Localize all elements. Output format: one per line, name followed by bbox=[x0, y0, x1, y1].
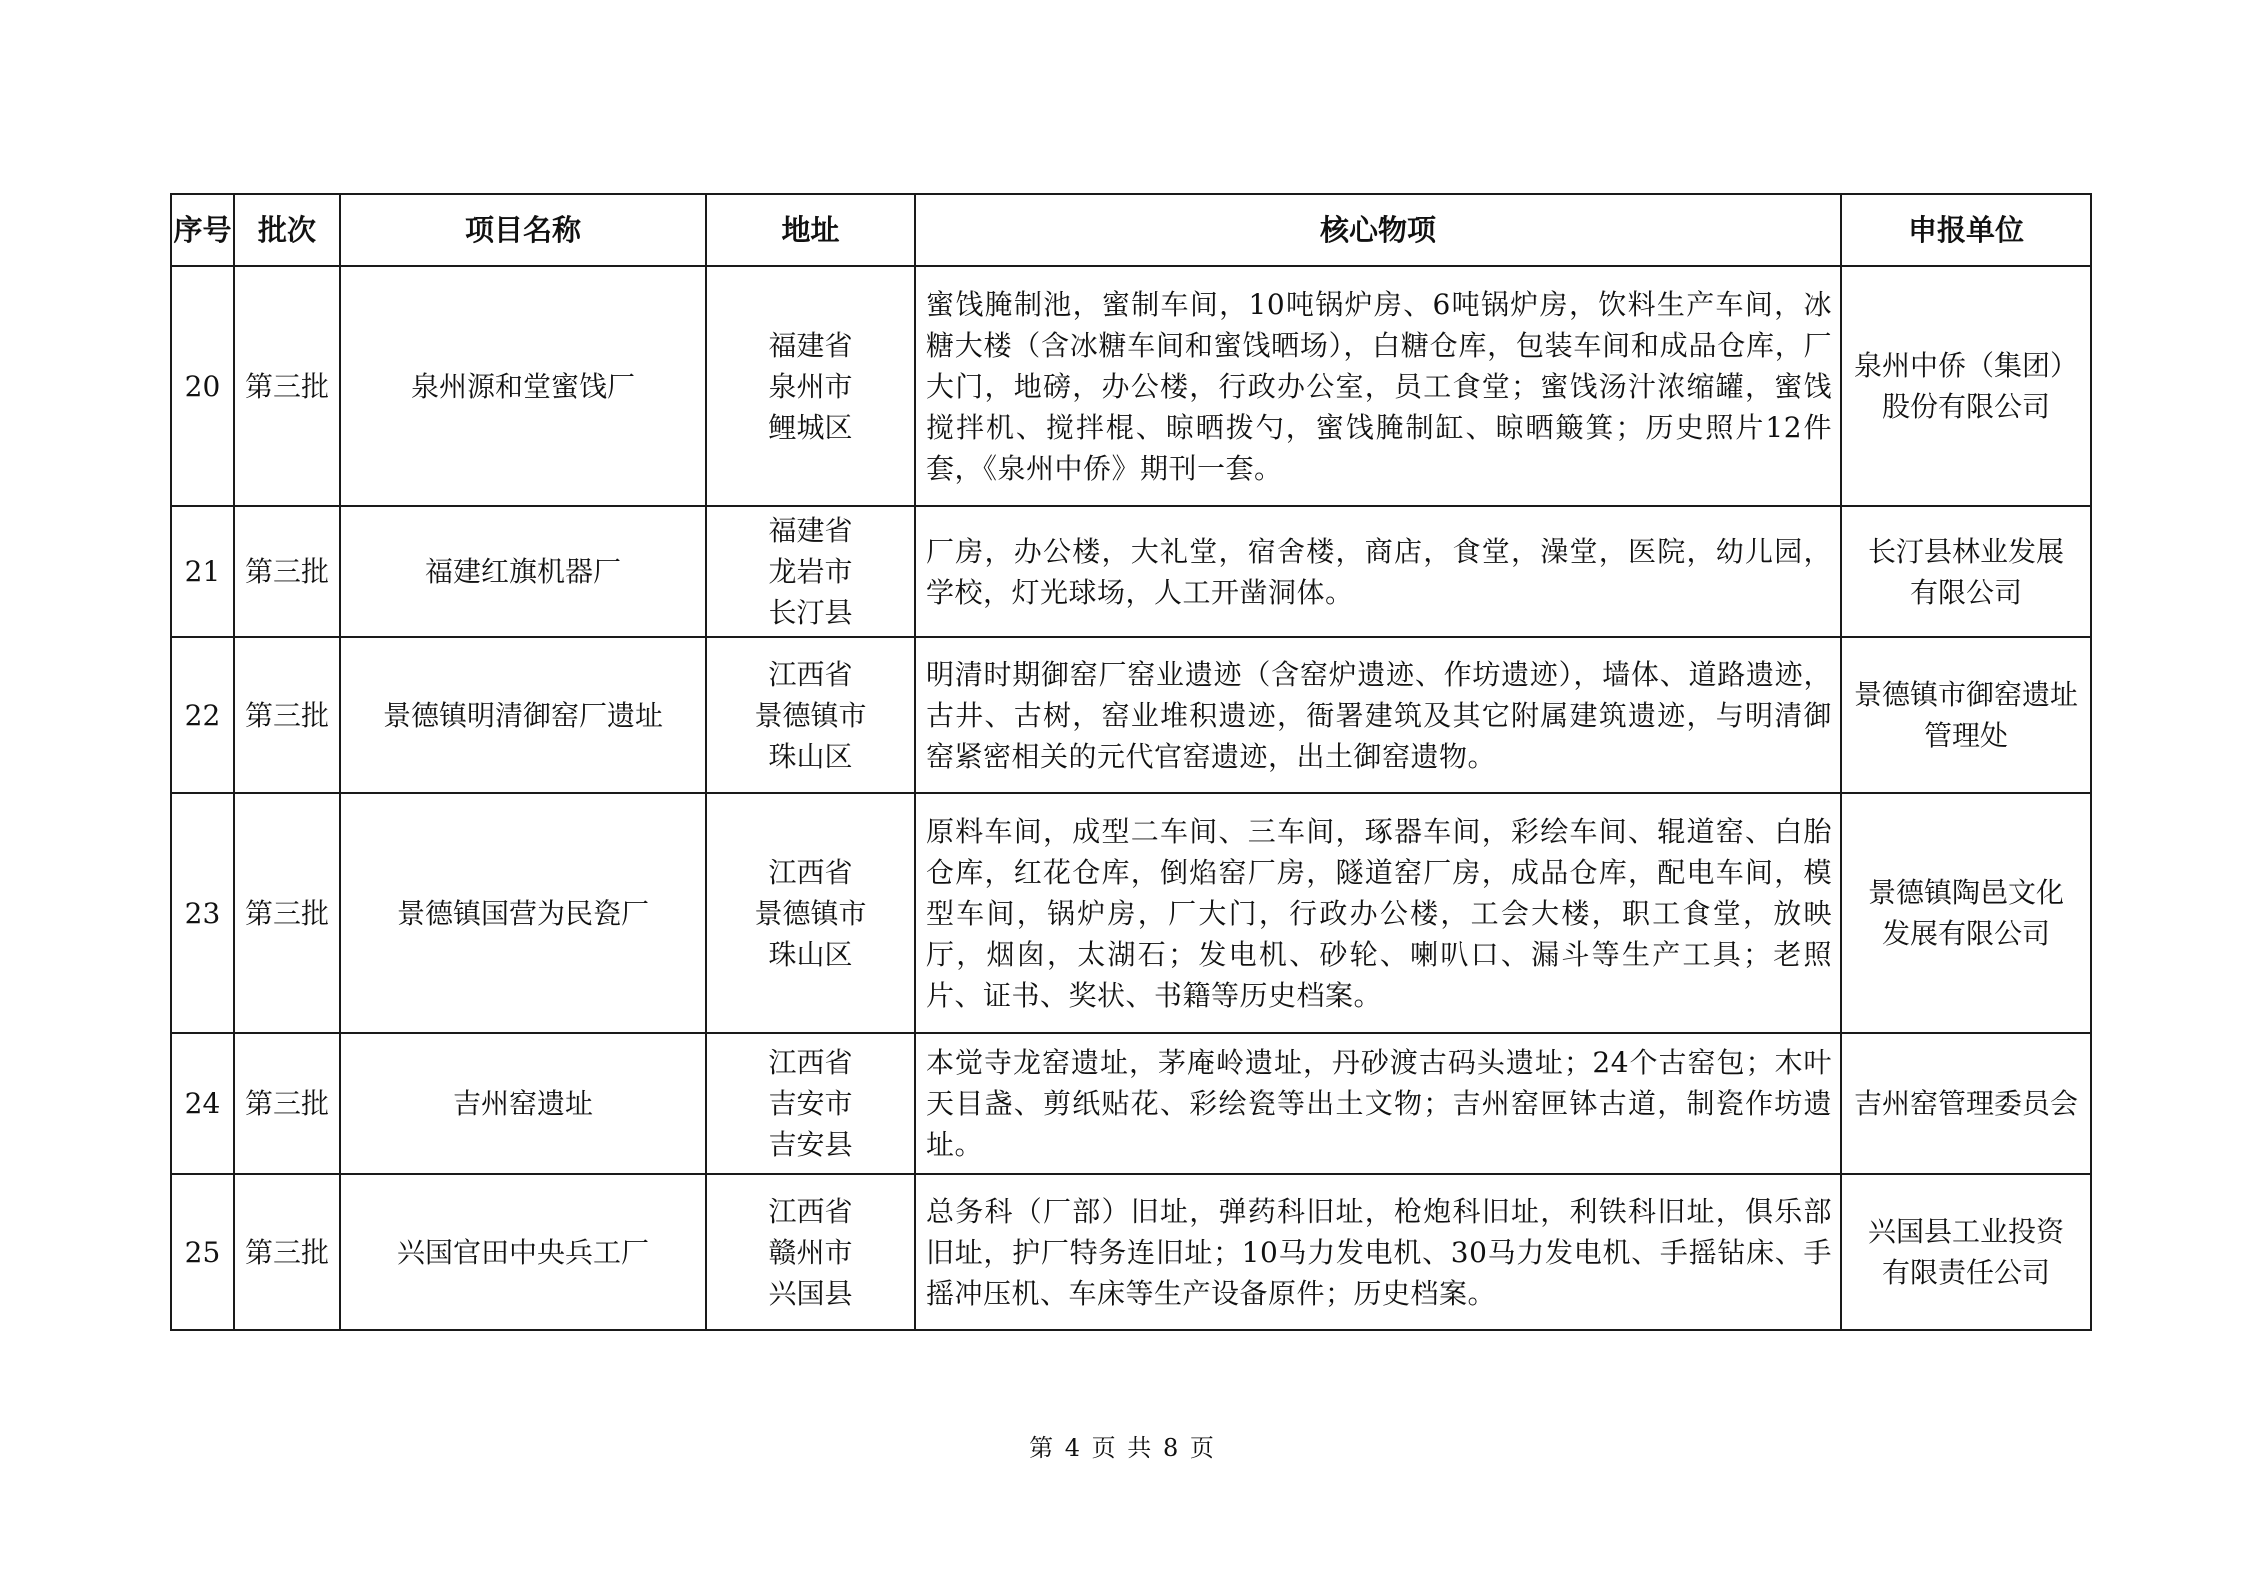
cell-unit bbox=[1841, 793, 2091, 1033]
unit-line: 有限公司 bbox=[1909, 575, 2022, 609]
cell-batch: 第三批 bbox=[234, 266, 340, 506]
address-province: 江西省 bbox=[768, 855, 853, 889]
unit-line: 景德镇陶邑文化 bbox=[1867, 876, 2064, 909]
cell-unit bbox=[1841, 1033, 2091, 1174]
address-city: 景德镇市 bbox=[754, 698, 867, 732]
address-city: 吉安市 bbox=[768, 1087, 853, 1120]
unit-line: 股份有限公司 bbox=[1881, 390, 2050, 423]
address-city: 赣州市 bbox=[768, 1235, 853, 1269]
cell-items: 原料车间，成型二车间、三车间，琢器车间，彩绘车间、辊道窑、白胎仓库，红花仓库，倒焰窑厂房，隧道窑厂房，成品仓库，配电车间，模型车间，锅炉房，厂大门，行政办公楼，工会大楼，职工食堂，放映厅，烟囱，太湖石；发电机、砂轮、喇叭口、漏斗等生产工具；老照片、证书、奖状、书籍等历史档案。 bbox=[915, 793, 1841, 1033]
address-province: 江西省 bbox=[768, 657, 853, 691]
cell-address bbox=[706, 1033, 915, 1174]
cell-name: 吉州窑遗址 bbox=[340, 1033, 706, 1174]
address-district: 长汀县 bbox=[768, 596, 853, 629]
table-row bbox=[171, 1174, 2091, 1330]
cell-seq: 24 bbox=[171, 1033, 234, 1174]
address-district: 吉安县 bbox=[768, 1128, 853, 1161]
cell-name: 景德镇明清御窑厂遗址 bbox=[340, 637, 706, 793]
unit-line: 管理处 bbox=[1923, 719, 2008, 752]
cell-seq: 20 bbox=[171, 266, 234, 506]
cell-seq: 23 bbox=[171, 793, 234, 1033]
cell-items: 厂房，办公楼，大礼堂，宿舍楼，商店，食堂，澡堂，医院，幼儿园，学校，灯光球场，人工开凿洞体。 bbox=[915, 506, 1841, 637]
cell-unit bbox=[1841, 637, 2091, 793]
cell-name: 福建红旗机器厂 bbox=[340, 506, 706, 637]
header-seq: 序号 bbox=[171, 194, 234, 266]
header-batch: 批次 bbox=[234, 194, 340, 266]
cell-seq: 22 bbox=[171, 637, 234, 793]
table-row bbox=[171, 1033, 2091, 1174]
address-city: 龙岩市 bbox=[768, 555, 853, 588]
cell-batch: 第三批 bbox=[234, 1174, 340, 1330]
cell-batch: 第三批 bbox=[234, 506, 340, 637]
table-row bbox=[171, 637, 2091, 793]
address-province: 福建省 bbox=[768, 328, 853, 362]
address-district: 兴国县 bbox=[768, 1276, 853, 1310]
unit-line: 有限责任公司 bbox=[1881, 1256, 2050, 1289]
cell-address bbox=[706, 637, 915, 793]
cell-address bbox=[706, 506, 915, 637]
project-table bbox=[170, 193, 2092, 1331]
cell-unit bbox=[1841, 266, 2091, 506]
unit-line: 泉州中侨（集团） bbox=[1853, 349, 2078, 382]
cell-address bbox=[706, 266, 915, 506]
cell-address bbox=[706, 1174, 915, 1330]
header-unit: 申报单位 bbox=[1841, 194, 2091, 266]
cell-items: 蜜饯腌制池，蜜制车间，10吨锅炉房、6吨锅炉房，饮料生产车间，冰糖大楼（含冰糖车间和蜜饯晒场），白糖仓库，包装车间和成品仓库，厂大门，地磅，办公楼，行政办公室，员工食堂；蜜饯汤汁浓缩罐，蜜饯搅拌机、搅拌棍、晾晒拨勺，蜜饯腌制缸、晾晒簸箕；历史照片12件套，《泉州中侨》期刊一套。 bbox=[915, 266, 1841, 506]
address-province: 福建省 bbox=[768, 514, 853, 547]
header-address: 地址 bbox=[706, 194, 915, 266]
unit-line: 兴国县工业投资 bbox=[1867, 1215, 2064, 1248]
address-district: 鲤城区 bbox=[768, 410, 853, 444]
address-district: 珠山区 bbox=[768, 937, 853, 971]
header-items: 核心物项 bbox=[915, 194, 1841, 266]
cell-unit bbox=[1841, 506, 2091, 637]
cell-name: 景德镇国营为民瓷厂 bbox=[340, 793, 706, 1033]
address-city: 泉州市 bbox=[768, 369, 853, 403]
cell-unit bbox=[1841, 1174, 2091, 1330]
page-number-footer: 第 4 页 共 8 页 bbox=[1029, 1434, 1216, 1462]
cell-items: 总务科（厂部）旧址，弹药科旧址，枪炮科旧址，利铁科旧址，俱乐部旧址，护厂特务连旧址；10马力发电机、30马力发电机、手摇钻床、手摇冲压机、车床等生产设备原件；历史档案。 bbox=[915, 1174, 1841, 1330]
unit-line: 发展有限公司 bbox=[1881, 917, 2050, 950]
cell-batch: 第三批 bbox=[234, 1033, 340, 1174]
address-province: 江西省 bbox=[768, 1046, 853, 1079]
cell-name: 兴国官田中央兵工厂 bbox=[340, 1174, 706, 1330]
cell-items: 本觉寺龙窑遗址，茅庵岭遗址，丹砂渡古码头遗址；24个古窑包；木叶天目盏、剪纸贴花、彩绘瓷等出土文物；吉州窑匣钵古道，制瓷作坊遗址。 bbox=[915, 1033, 1841, 1174]
cell-name: 泉州源和堂蜜饯厂 bbox=[340, 266, 706, 506]
cell-batch: 第三批 bbox=[234, 637, 340, 793]
address-province: 江西省 bbox=[768, 1194, 853, 1228]
unit-line: 景德镇市御窑遗址 bbox=[1853, 678, 2078, 711]
cell-seq: 25 bbox=[171, 1174, 234, 1330]
cell-seq: 21 bbox=[171, 506, 234, 637]
header-name: 项目名称 bbox=[340, 194, 706, 266]
address-city: 景德镇市 bbox=[754, 896, 867, 930]
unit-line: 长汀县林业发展 bbox=[1867, 534, 2064, 568]
unit-line: 吉州窑管理委员会 bbox=[1853, 1087, 2078, 1120]
cell-batch: 第三批 bbox=[234, 793, 340, 1033]
address-district: 珠山区 bbox=[768, 739, 853, 773]
table-row bbox=[171, 506, 2091, 637]
table-row bbox=[171, 266, 2091, 506]
table-header-row bbox=[171, 194, 2091, 266]
cell-address bbox=[706, 793, 915, 1033]
table-row bbox=[171, 793, 2091, 1033]
cell-items: 明清时期御窑厂窑业遗迹（含窑炉遗迹、作坊遗迹），墙体、道路遗迹，古井、古树，窑业堆积遗迹，衙署建筑及其它附属建筑遗迹，与明清御窑紧密相关的元代官窑遗迹，出土御窑遗物。 bbox=[915, 637, 1841, 793]
